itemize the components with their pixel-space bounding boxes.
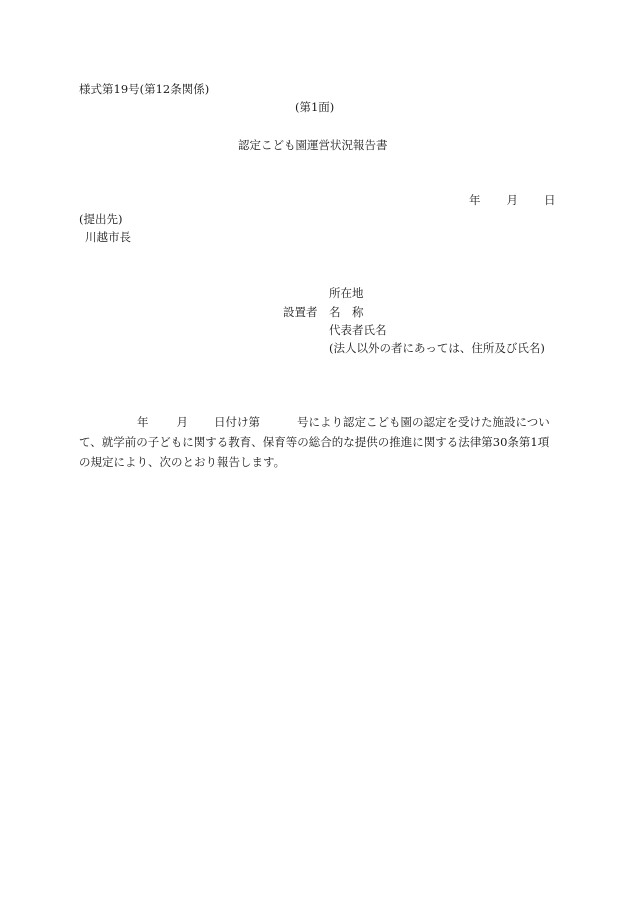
body-month: 月 <box>176 415 188 429</box>
name-label: 名 称 <box>329 305 364 319</box>
form-number: 様式第19号(第12条関係) <box>79 82 210 96</box>
submitter-role: 設置者 <box>283 305 318 319</box>
submitter-note: (法人以外の者にあっては、住所及び氏名) <box>329 341 545 355</box>
body-line-2: て、就学前の子どもに関する教育、保育等の総合的な提供の推進に関する法律第30条第1項 <box>79 435 550 449</box>
body-line-3: の規定により、次のとおり報告します。 <box>79 455 286 469</box>
body-line1-rest: 号により認定こども園の認定を受けた施設につい <box>297 415 550 429</box>
body-line-1 <box>79 412 549 432</box>
date-year: 年 <box>469 193 481 207</box>
body-year: 年 <box>137 415 149 429</box>
address-label: 所在地 <box>329 286 364 300</box>
recipient-label: (提出先) <box>79 212 123 226</box>
date-line <box>469 193 556 207</box>
report-body <box>79 412 549 472</box>
recipient-name: 川越市長 <box>85 230 131 244</box>
date-day: 日 <box>544 193 556 207</box>
document-title: 認定こども園運営状況報告書 <box>238 138 388 152</box>
date-month: 月 <box>506 193 518 207</box>
representative-label: 代表者氏名 <box>329 323 387 337</box>
body-day: 日付け第 <box>214 415 260 429</box>
page-label: (第1面) <box>295 100 335 114</box>
